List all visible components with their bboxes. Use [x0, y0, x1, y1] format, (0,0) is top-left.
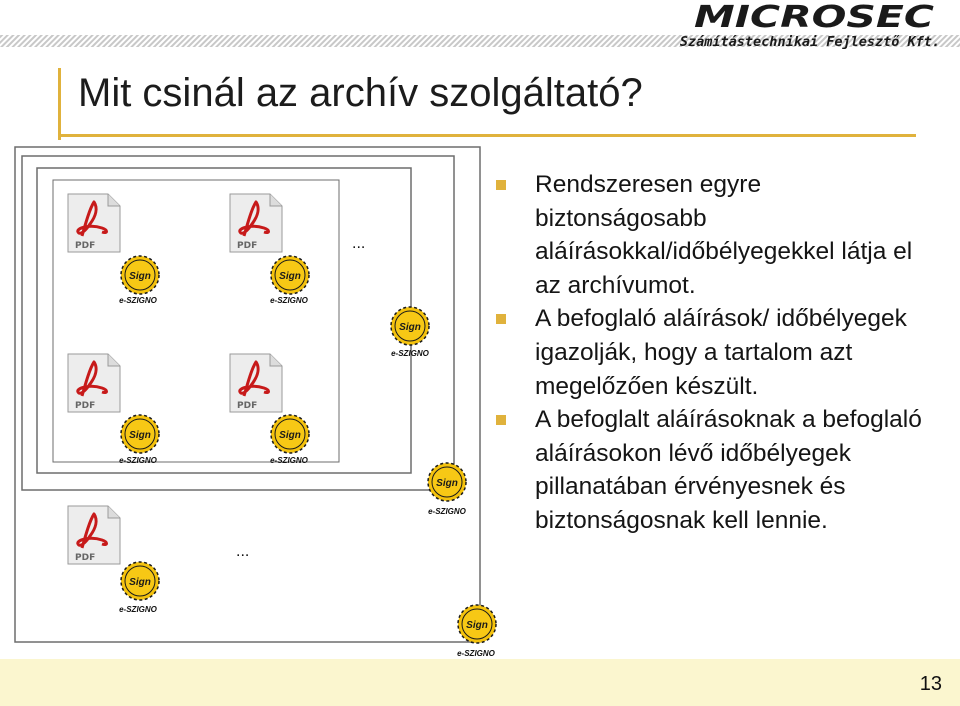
footer-bar	[0, 659, 960, 706]
seal-brand-label: e-SZIGNO	[270, 456, 308, 465]
pdf-label: PDF	[237, 401, 258, 411]
seal-text: Sign	[279, 271, 301, 282]
bullet-square-icon	[496, 180, 506, 190]
pdf-label: PDF	[75, 401, 96, 411]
microsec-logo	[692, 0, 937, 35]
page-number: 13	[919, 673, 942, 695]
signature-seal-icon	[458, 605, 496, 643]
seal-brand-label: e-SZIGNO	[270, 296, 308, 305]
ellipsis-top: ...	[352, 235, 366, 252]
bullet-list	[496, 168, 936, 538]
signature-seal-icon	[271, 415, 309, 453]
seal-brand-label: e-SZIGNO	[119, 456, 157, 465]
bullet-text: Rendszeresen egyre biztonságosabb aláírásokkal/időbélyegekkel látja el az archívumot.	[535, 171, 913, 299]
pdf-document-icon	[68, 506, 120, 564]
signature-seal-icon	[391, 307, 429, 345]
seal-brand-label: e-SZIGNO	[391, 349, 429, 358]
page-title: Mit csinál az archív szolgáltató?	[78, 71, 643, 115]
pdf-document-icon	[68, 354, 120, 412]
seal-text: Sign	[436, 478, 458, 489]
company-tagline: Számítástechnikai Fejlesztő Kft.	[679, 34, 940, 50]
signature-seal-icon	[121, 415, 159, 453]
pdf-document-icon	[68, 194, 120, 252]
ellipsis-bottom: ...	[236, 543, 250, 560]
pdf-label: PDF	[75, 241, 96, 251]
title-underline	[58, 134, 916, 137]
seal-text: Sign	[129, 577, 151, 588]
seal-text: Sign	[129, 430, 151, 441]
seal-brand-label: e-SZIGNO	[457, 649, 495, 658]
seal-brand-label: e-SZIGNO	[428, 507, 466, 516]
bullet-text: A befoglaló aláírások/ időbélyegek igazolják, hogy a tartalom azt megelőzően készült.	[535, 305, 907, 400]
seal-text: Sign	[129, 271, 151, 282]
pdf-document-icon	[230, 194, 282, 252]
bullet-item	[496, 168, 936, 302]
seal-text: Sign	[466, 620, 488, 631]
archive-diagram	[0, 140, 495, 660]
seal-brand-label: e-SZIGNO	[119, 296, 157, 305]
seal-text: Sign	[279, 430, 301, 441]
pdf-label: PDF	[237, 241, 258, 251]
pdf-label: PDF	[75, 553, 96, 563]
bullet-square-icon	[496, 314, 506, 324]
bullet-text: A befoglalt aláírásoknak a befoglaló aláírásokon lévő időbélyegek pillanatában érvényesnek és biztonságosnak kell lennie.	[535, 406, 922, 534]
bullet-item	[496, 302, 936, 403]
signature-seal-icon	[271, 256, 309, 294]
pdf-document-icon	[230, 354, 282, 412]
logo-text: MICROSEC	[694, 0, 934, 35]
bullet-item	[496, 403, 936, 537]
signature-seal-icon	[121, 562, 159, 600]
signature-seal-icon	[428, 463, 466, 501]
seal-text: Sign	[399, 322, 421, 333]
title-accent-bar	[58, 68, 61, 140]
seal-brand-label: e-SZIGNO	[119, 605, 157, 614]
bullet-square-icon	[496, 415, 506, 425]
signature-seal-icon	[121, 256, 159, 294]
